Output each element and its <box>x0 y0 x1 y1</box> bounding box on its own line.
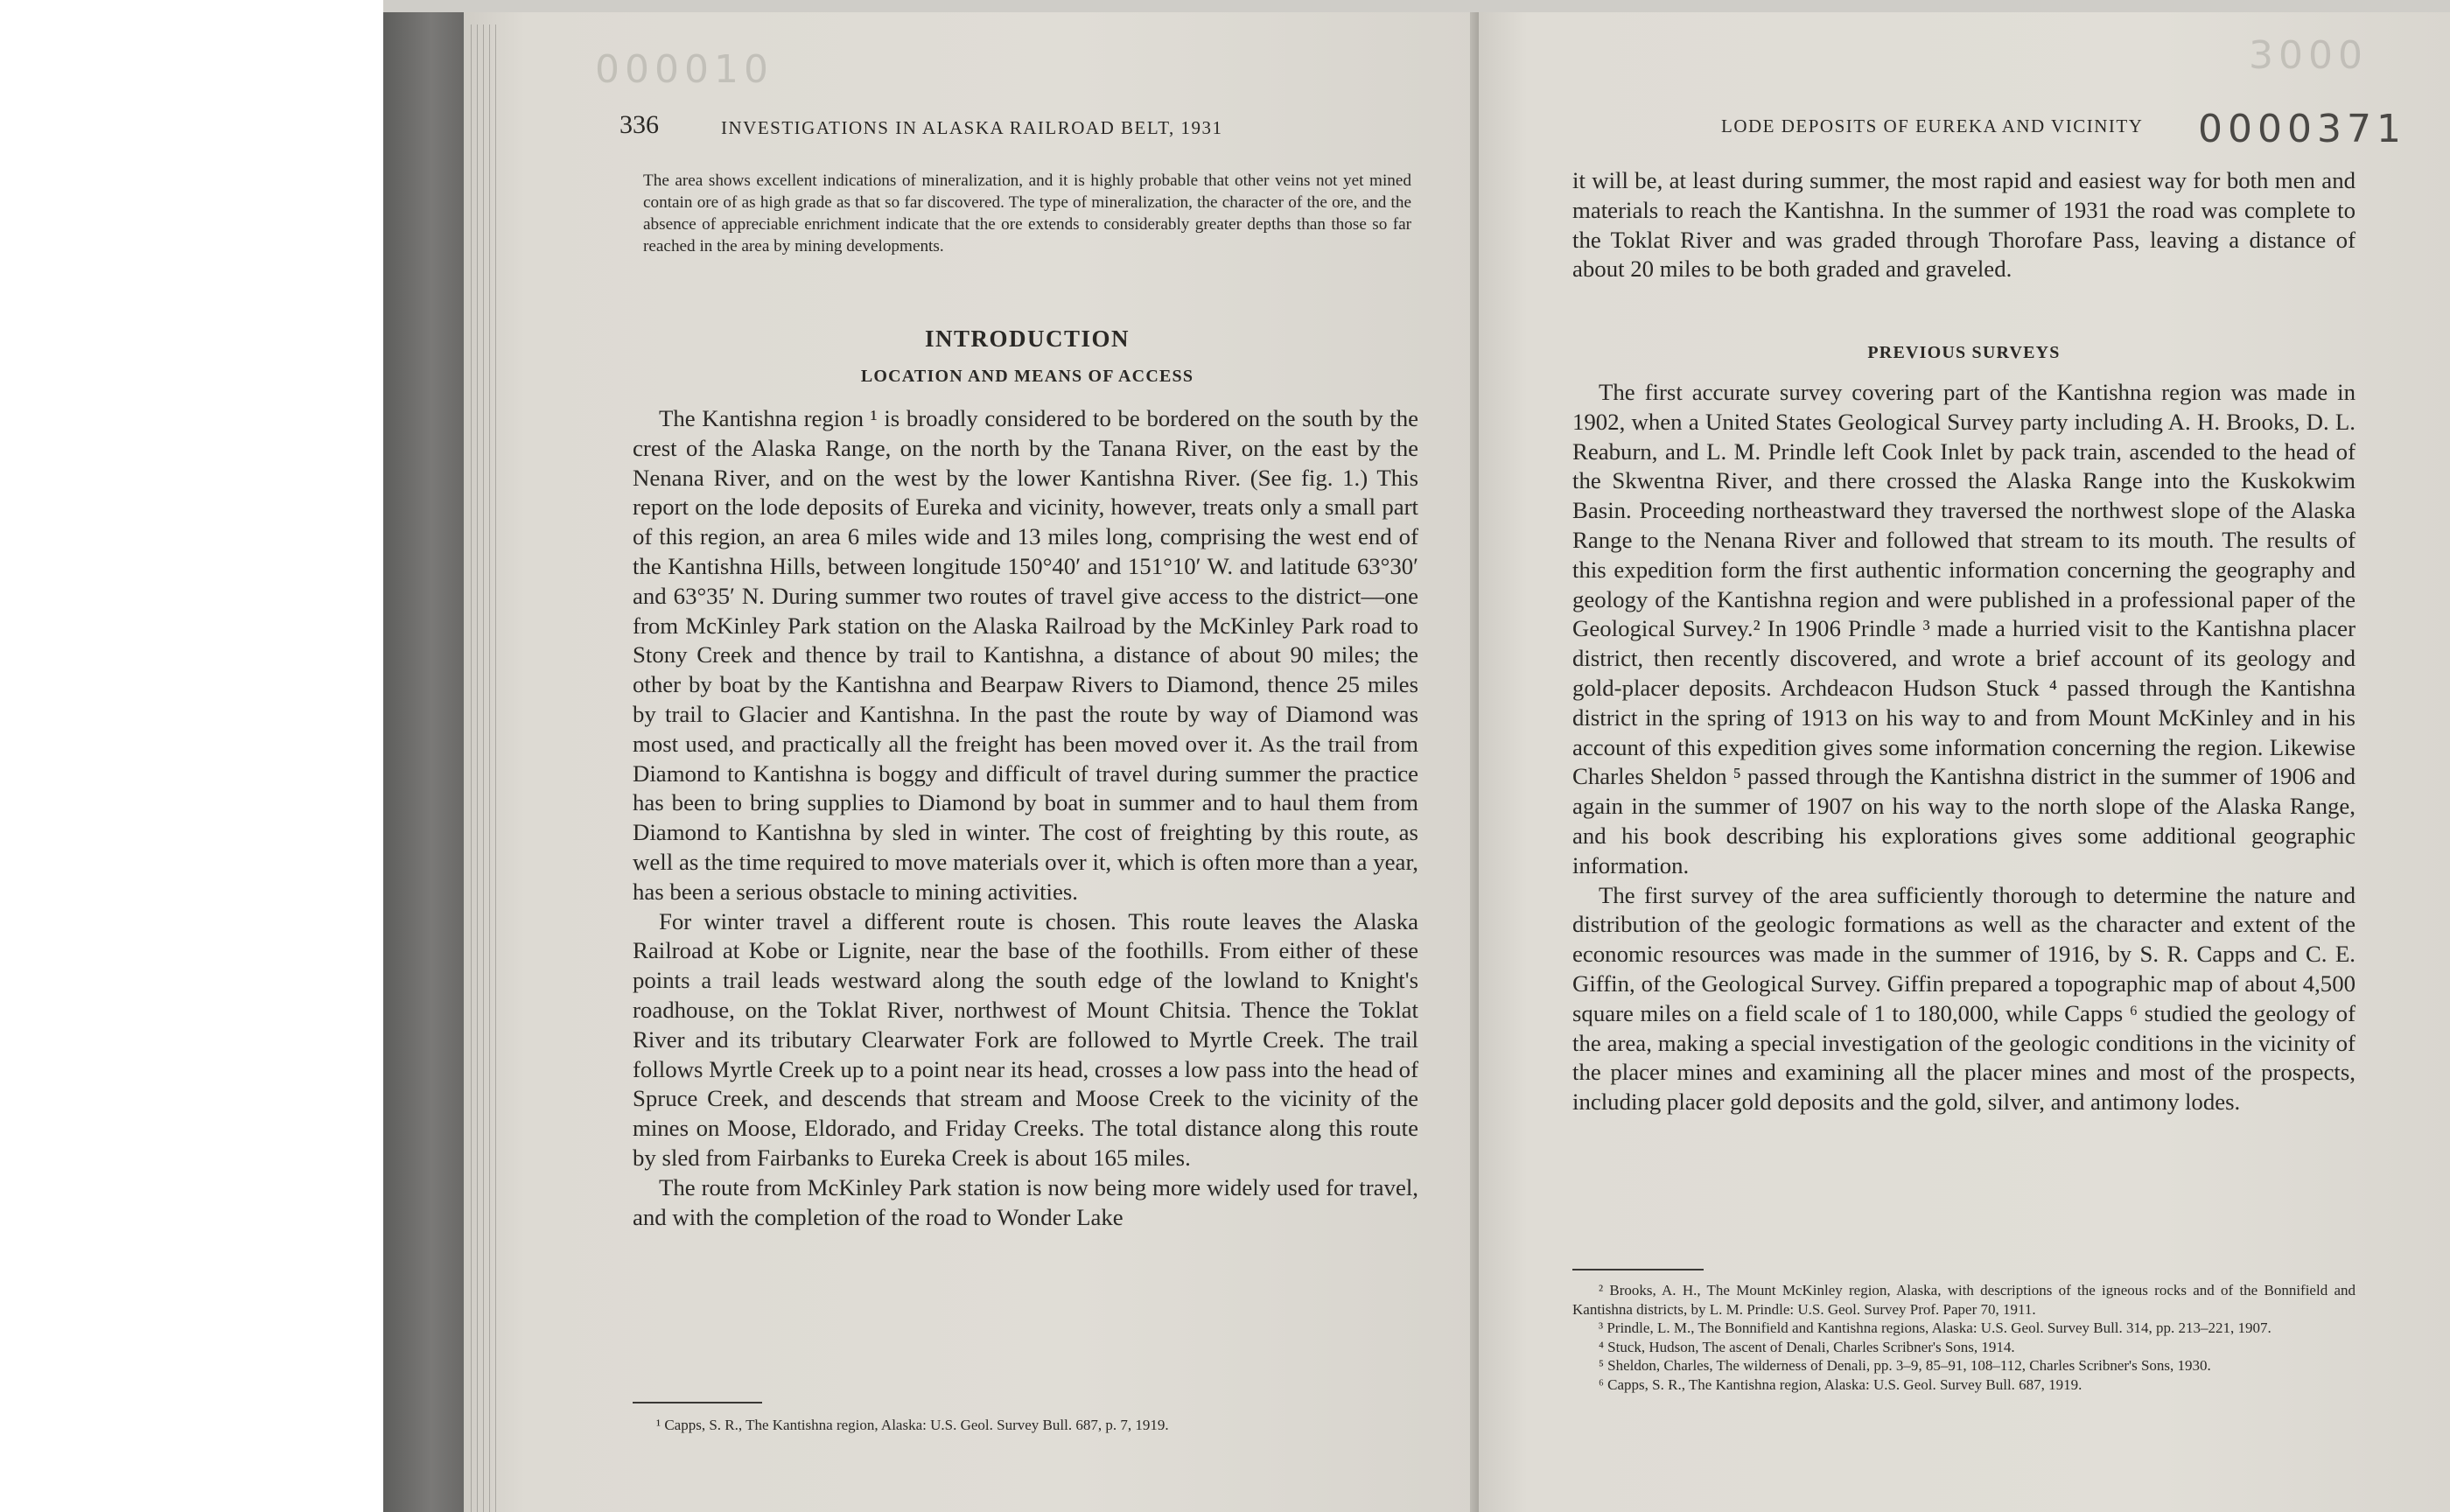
continuation-paragraph: it will be, at least during summer, the most rapid and easiest way for both men and materials to reach the Kantishna. In the summer of 1931 the road was complete to the Toklat River and was graded through Thorofare Pass, leaving a distance of about 20 miles to be both graded and graveled. <box>1572 167 2356 283</box>
footnote-rule <box>1572 1269 1704 1270</box>
paragraph: The first accurate survey covering part of the Kantishna region was made in 1902, when a United States Geological Survey party including A. H. Brooks, D. L. Reaburn, and L. M. Prindle left Cook Inlet by pack train, ascended to the head of the Skwentna River, and there crossed the Alaska Range into the Kuskokwim Basin. Proceeding northeastward they traversed the northwest slope of the Alaska Range to the Nenana River and followed that stream to its mouth. The results of this expedition form the first authentic information concerning the geography and geology of the Kantishna region and were published in a professional paper of the Geological Survey.² In 1906 Prindle ³ made a hurried visit to the Kantishna placer district, then recently discovered, and wrote a brief account of its geology and gold-placer deposits. Archdeacon Hudson Stuck ⁴ passed through the Kantishna district in the spring of 1913 on his way to and from Mount McKinley and in his account of this expedition gives some information concerning the region. Likewise Charles Sheldon ⁵ passed through the Kantishna district in the summer of 1906 and again in the summer of 1907 on his way to the north slope of the Alaska Range, and his book describing his explorations gives some additional geographic information. <box>1572 379 2356 878</box>
left-page <box>464 12 1479 1512</box>
page-number: 336 <box>620 110 659 139</box>
footnote: ² Brooks, A. H., The Mount McKinley region, Alaska, with descriptions of the igneous rocks and of the Bonnifield and Kantishna districts, by L. M. Prindle: U.S. Geol. Survey Prof. Paper 70, 1911. <box>1572 1282 2356 1318</box>
section-heading: INTRODUCTION <box>924 326 1130 352</box>
running-head: LODE DEPOSITS OF EUREKA AND VICINITY <box>1721 116 2144 136</box>
footnote-rule <box>633 1402 762 1404</box>
page-edge-lines <box>466 24 500 1512</box>
section-heading: PREVIOUS SURVEYS <box>1867 343 2061 362</box>
footnote: ¹ Capps, S. R., The Kantishna region, Alaska: U.S. Geol. Survey Bull. 687, p. 7, 1919. <box>656 1417 1169 1433</box>
archive-stamp: 0000371 <box>2198 107 2406 151</box>
body-text <box>1572 378 2356 1117</box>
subsection-heading: LOCATION AND MEANS OF ACCESS <box>860 367 1194 386</box>
right-page <box>1479 12 2450 1512</box>
footnotes <box>1572 1281 2356 1394</box>
bleed-through-stamp: 000010 <box>595 47 774 92</box>
book-binding <box>383 12 464 1512</box>
footnote: ⁶ Capps, S. R., The Kantishna region, Alaska: U.S. Geol. Survey Bull. 687, 1919. <box>1599 1376 2082 1393</box>
paragraph: The first survey of the area sufficiently thorough to determine the nature and distribution of the geologic formations as well as the character and extent of the economic resources was made in the summer of 1916, by S. R. Capps and C. E. Giffin, of the Geological Survey. Giffin prepared a topographic map of about 4,500 square miles on a field scale of 1 to 180,000, while Capps ⁶ studied the geology of the area, making a special investigation of the geologic conditions in the vicinity of the placer mines and examining all the placer mines and most of the prospects, including placer gold deposits and the gold, silver, and antimony lodes. <box>1572 881 2356 1116</box>
footnote: ⁵ Sheldon, Charles, The wilderness of Denali, pp. 3–9, 85–91, 108–112, Charles Scribner's Sons, 1930. <box>1599 1357 2211 1374</box>
paragraph: For winter travel a different route is chosen. This route leaves the Alaska Railroad at Kobe or Lignite, near the base of the foothills. From either of these points a trail leads westward along the south edge of the lowland to Knight's roadhouse, on the Toklat River, northwest of Mount Chitsia. Thence the Toklat River and its tributary Clearwater Fork are followed to Myrtle Creek. The trail follows Myrtle Creek up to a point near its head, crosses a low pass into the head of Spruce Creek, and descends that stream and Moose Creek to the vicinity of the mines on Moose, Eldorado, and Friday Creeks. The total distance along this route by sled from Fairbanks to Eureka Creek is about 165 miles. <box>633 907 1418 1171</box>
paragraph: The Kantishna region ¹ is broadly considered to be bordered on the south by the crest of the Alaska Range, on the north by the Tanana River, on the east by the Nenana River, and on the west by the lower Kantishna River. (See fig. 1.) This report on the lode deposits of Eureka and vicinity, however, treats only a small part of this region, an area 6 miles wide and 13 miles long, comprising the west end of the Kantishna Hills, between longitude 150°40′ and 151°10′ W. and latitude 63°30′ and 63°35′ N. During summer two routes of travel give access to the district—one from McKinley Park station on the Alaska Railroad by the McKinley Park road to Stony Creek and thence by trail to Kantishna, a distance of about 90 miles; the other by boat by the Kantishna and Bearpaw Rivers to Diamond, thence 25 miles by trail to Glacier and Kantishna. In the past the route by way of Diamond was most used, and practically all the freight has been moved over it. As the trail from Diamond to Kantishna is boggy and difficult of travel during summer the practice has been to bring supplies to Diamond by boat in summer and to haul them from Diamond to Kantishna by sled in winter. The cost of freighting by this route, as well as the time required to move materials over it, which is often more than a year, has been a serious obstacle to mining activities. <box>633 405 1418 905</box>
paragraph: The route from McKinley Park station is now being more widely used for travel, and with the completion of the road to Wonder Lake <box>633 1173 1418 1230</box>
footnote: ⁴ Stuck, Hudson, The ascent of Denali, Charles Scribner's Sons, 1914. <box>1599 1338 2015 1355</box>
footnote: ³ Prindle, L. M., The Bonnifield and Kantishna regions, Alaska: U.S. Geol. Survey Bull. 314, pp. 213–221, 1907. <box>1599 1320 2272 1336</box>
summary-paragraph: The area shows excellent indications of mineralization, and it is highly probable that other veins not yet mined contain ore of as high grade as that so far discovered. The type of mineralization, the character of the ore, and the absence of appreciable enrichment indicate that the ore extends to considerably greater depths than those so far reached in the area by mining developments. <box>643 172 1411 256</box>
body-text <box>633 404 1418 1232</box>
bleed-through-stamp: 3000 <box>2249 33 2368 78</box>
running-head: INVESTIGATIONS IN ALASKA RAILROAD BELT, 1931 <box>721 117 1223 138</box>
